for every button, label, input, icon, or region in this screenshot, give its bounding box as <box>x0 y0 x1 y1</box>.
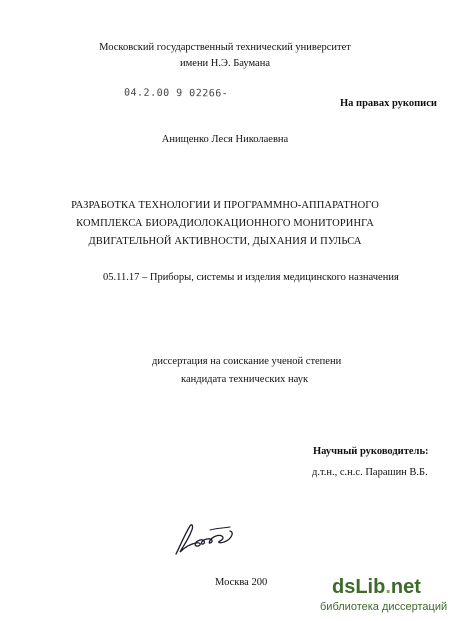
watermark-tagline: библиотека диссертаций <box>320 601 448 613</box>
city-year: Москва 200 <box>215 577 268 588</box>
registration-stamp-number: 04.2.00 9 02266- <box>123 87 229 100</box>
watermark-brand-tld: net <box>390 576 421 598</box>
author-name: Анищенко Леся Николаевна <box>161 134 289 145</box>
handwritten-signature-icon <box>170 518 240 558</box>
specialty-code: 05.11.17 – Приборы, системы и изделия медицинского назначения <box>103 272 399 283</box>
university-name-line1: Московский государственный технический университет <box>99 42 351 53</box>
rights-label: На правах рукописи <box>340 98 437 109</box>
watermark-brand-main: dsLib <box>332 576 386 598</box>
supervisor-label: Научный руководитель: <box>313 446 429 457</box>
watermark-brand <box>332 576 421 599</box>
watermark-brand-dot: . <box>385 576 391 598</box>
thesis-title-line3: ДВИГАТЕЛЬНОЙ АКТИВНОСТИ, ДЫХАНИЯ И ПУЛЬСА <box>88 236 362 247</box>
thesis-title-line2: КОМПЛЕКСА БИОРАДИОЛОКАЦИОННОГО МОНИТОРИНГА <box>76 218 374 229</box>
supervisor-name: д.т.н., с.н.с. Парашин В.Б. <box>312 467 428 478</box>
degree-description-line2: кандидата технических наук <box>181 374 309 385</box>
university-name-line2: имени Н.Э. Баумана <box>180 58 270 69</box>
degree-description-line1: диссертация на соискание ученой степени <box>152 356 342 367</box>
thesis-title-line1: РАЗРАБОТКА ТЕХНОЛОГИИ И ПРОГРАММНО-АППАРАТНОГО <box>71 200 379 211</box>
dslib-watermark <box>318 576 448 618</box>
